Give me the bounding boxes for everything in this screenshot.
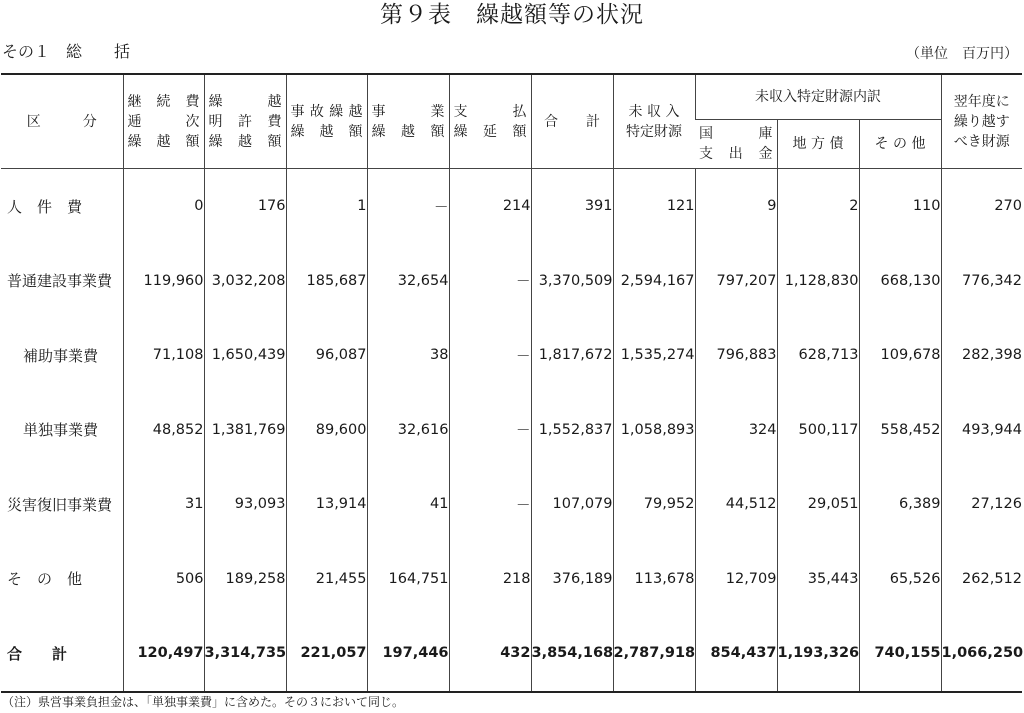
table-cell: 2,787,918 xyxy=(613,616,695,692)
table-cell: 185,687 xyxy=(286,244,367,319)
table-cell: 164,751 xyxy=(367,542,449,617)
table-cell: － xyxy=(449,467,531,542)
table-cell: 65,526 xyxy=(859,542,941,617)
table-cell: 214 xyxy=(449,169,531,244)
table-cell: 32,654 xyxy=(367,244,449,319)
table-cell: 1,817,672 xyxy=(531,318,613,393)
table-cell: 109,678 xyxy=(859,318,941,393)
row-label: そ の 他 xyxy=(7,570,83,589)
table-cell: 13,914 xyxy=(286,467,367,542)
table-cell: 12,709 xyxy=(695,542,777,617)
table-cell: 1,381,769 xyxy=(204,393,286,468)
header-next-year-revenue: 翌年度に 繰り越す べき財源 xyxy=(941,74,1022,169)
table-cell: － xyxy=(449,393,531,468)
table-cell: 1,552,837 xyxy=(531,393,613,468)
table-row xyxy=(1,318,1022,393)
table-cell: － xyxy=(449,318,531,393)
table-cell: 48,852 xyxy=(123,393,204,468)
table-cell: 27,126 xyxy=(941,467,1022,542)
row-label: 補助事業費 xyxy=(23,346,99,365)
table-cell: 796,883 xyxy=(695,318,777,393)
header-project-carryover: 事 業 繰 越 額 xyxy=(367,74,449,169)
table-cell: 500,117 xyxy=(777,393,859,468)
header-other-source: そ の 他 xyxy=(859,120,941,169)
table-cell: 776,342 xyxy=(941,244,1022,319)
row-label: 災害復旧事業費 xyxy=(7,495,113,514)
table-cell: 71,108 xyxy=(123,318,204,393)
table-cell: 113,678 xyxy=(613,542,695,617)
table-row xyxy=(1,393,1022,468)
table-row xyxy=(1,169,1022,244)
section-subtitle: その１ 総 括 xyxy=(2,42,131,61)
header-continued-expense: 継 続 費 逓 次 繰 越 額 xyxy=(123,74,204,169)
table-cell: 197,446 xyxy=(367,616,449,692)
table-cell: 262,512 xyxy=(941,542,1022,617)
header-accident-carryover: 事故繰越 繰 越 額 xyxy=(286,74,367,169)
table-cell: 668,130 xyxy=(859,244,941,319)
row-label: 普通建設事業費 xyxy=(7,272,113,291)
table-cell: 6,389 xyxy=(859,467,941,542)
table-cell: 376,189 xyxy=(531,542,613,617)
table-cell: 740,155 xyxy=(859,616,941,692)
table-cell: 3,370,509 xyxy=(531,244,613,319)
table-cell: 189,258 xyxy=(204,542,286,617)
table-cell: 432 xyxy=(449,616,531,692)
table-cell: 854,437 xyxy=(695,616,777,692)
table-row xyxy=(1,542,1022,617)
table-cell: 324 xyxy=(695,393,777,468)
table-cell: 176 xyxy=(204,169,286,244)
table-cell: 0 xyxy=(123,169,204,244)
table-cell: 38 xyxy=(367,318,449,393)
table-cell: 1,058,893 xyxy=(613,393,695,468)
table-cell: 797,207 xyxy=(695,244,777,319)
table-cell: 93,093 xyxy=(204,467,286,542)
header-category: 区 分 xyxy=(1,74,123,169)
table-cell: 119,960 xyxy=(123,244,204,319)
table-cell: 79,952 xyxy=(613,467,695,542)
table-cell: 391 xyxy=(531,169,613,244)
row-label: 合 計 xyxy=(7,644,68,663)
header-national-subsidy: 国 庫 支 出 金 xyxy=(695,120,777,169)
header-local-bond: 地 方 債 xyxy=(777,120,859,169)
table-cell: 96,087 xyxy=(286,318,367,393)
table-cell: 628,713 xyxy=(777,318,859,393)
table-cell: 1,535,274 xyxy=(613,318,695,393)
table-cell: 89,600 xyxy=(286,393,367,468)
table-cell: 270 xyxy=(941,169,1022,244)
table-cell: 218 xyxy=(449,542,531,617)
table-cell: 282,398 xyxy=(941,318,1022,393)
table-cell: 107,079 xyxy=(531,467,613,542)
table-cell: 1,650,439 xyxy=(204,318,286,393)
table-cell: 2 xyxy=(777,169,859,244)
row-label: 単独事業費 xyxy=(23,421,99,440)
table-cell: 3,854,168 xyxy=(531,616,613,692)
carryover-table xyxy=(1,73,1022,693)
table-cell: 3,032,208 xyxy=(204,244,286,319)
table-cell: 1,128,830 xyxy=(777,244,859,319)
table-cell: 41 xyxy=(367,467,449,542)
table-cell: 1,193,326 xyxy=(777,616,859,692)
table-cell: 3,314,735 xyxy=(204,616,286,692)
table-cell: 31 xyxy=(123,467,204,542)
table-row xyxy=(1,467,1022,542)
table-cell: 35,443 xyxy=(777,542,859,617)
table-cell: － xyxy=(449,244,531,319)
header-payment-deferral: 支 払 繰 延 額 xyxy=(449,74,531,169)
table-cell: 2,594,167 xyxy=(613,244,695,319)
table-cell: 121 xyxy=(613,169,695,244)
table-cell: 110 xyxy=(859,169,941,244)
footnote: （注）県営事業負担金は、「単独事業費」に含めた。その３において同じ。 xyxy=(2,695,405,709)
header-total: 合 計 xyxy=(531,74,613,169)
unit-label: （単位 百万円） xyxy=(906,46,1018,62)
table-cell: 32,616 xyxy=(367,393,449,468)
table-total-row xyxy=(1,616,1022,692)
table-cell: 1 xyxy=(286,169,367,244)
table-cell: 506 xyxy=(123,542,204,617)
header-unreceived-revenue: 未 収 入 特定財源 xyxy=(613,74,695,169)
table-row xyxy=(1,244,1022,319)
table-cell: － xyxy=(367,169,449,244)
row-label: 人 件 費 xyxy=(7,197,83,216)
page-title: 第９表 繰越額等の状況 xyxy=(380,2,644,28)
table-cell: 558,452 xyxy=(859,393,941,468)
table-cell: 1,066,250 xyxy=(941,616,1022,692)
header-explicit-carryover: 繰 越 明 許 費 繰 越 額 xyxy=(204,74,286,169)
table-cell: 21,455 xyxy=(286,542,367,617)
header-breakdown: 未収入特定財源内訳 xyxy=(695,74,941,120)
table-cell: 9 xyxy=(695,169,777,244)
table-cell: 29,051 xyxy=(777,467,859,542)
table-body xyxy=(1,169,1022,692)
table-cell: 221,057 xyxy=(286,616,367,692)
table-cell: 120,497 xyxy=(123,616,204,692)
table-cell: 493,944 xyxy=(941,393,1022,468)
table-cell: 44,512 xyxy=(695,467,777,542)
